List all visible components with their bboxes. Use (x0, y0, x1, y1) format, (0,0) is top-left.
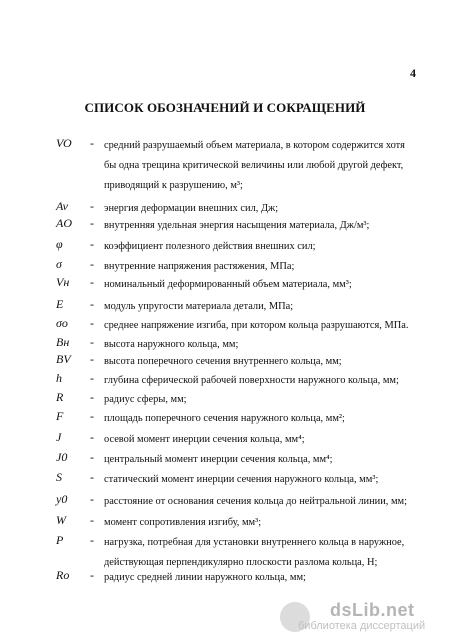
dash-separator: - (90, 275, 94, 289)
symbol-description (104, 297, 422, 317)
symbol: h (56, 371, 62, 385)
description-line: статический момент инерции сечения наружного кольца, мм³; (104, 474, 379, 485)
dash-separator: - (90, 470, 94, 484)
description-line: коэффициент полезного действия внешних сил; (104, 241, 316, 252)
symbol-description (104, 237, 422, 257)
dash-separator: - (90, 199, 94, 213)
dash-separator: - (90, 533, 94, 547)
dash-separator: - (90, 297, 94, 311)
description-line: площадь поперечного сечения наружного кольца, мм²; (104, 413, 345, 424)
description-line: средний разрушаемый объем материала, в котором содержится хотя (104, 140, 405, 151)
symbol: σo (56, 316, 68, 330)
description-line: осевой момент инерции сечения кольца, мм⁴; (104, 434, 305, 445)
symbol: J (56, 430, 62, 444)
description-line: радиус сферы, мм; (104, 394, 187, 405)
symbol-description (104, 533, 422, 573)
symbol-description (104, 390, 422, 410)
description-line: внутренняя удельная энергия насыщения материала, Дж/м³; (104, 220, 370, 231)
symbol-description (104, 136, 422, 196)
dash-separator: - (90, 430, 94, 444)
watermark-brand: dsLib.net (330, 600, 415, 620)
symbol-description (104, 450, 422, 470)
description-line: модуль упругости материала детали, МПа; (104, 301, 294, 312)
dash-separator: - (90, 513, 94, 527)
symbol: BV (56, 352, 71, 366)
symbol-description (104, 371, 422, 391)
dash-separator: - (90, 409, 94, 423)
dash-separator: - (90, 371, 94, 385)
symbol-description (104, 470, 422, 490)
description-line: нагрузка, потребная для установки внутреннего кольца в наружное, (104, 537, 405, 548)
description-line: высота наружного кольца, мм; (104, 339, 239, 350)
description-line: действующая перпендикулярно плоскости разлома кольца, Н; (104, 557, 378, 568)
description-line: глубина сферической рабочей поверхности наружного кольца, мм; (104, 375, 399, 386)
symbol-description (104, 275, 422, 295)
dash-separator: - (90, 568, 94, 582)
dash-separator: - (90, 237, 94, 251)
page-title: СПИСОК ОБОЗНАЧЕНИЙ И СОКРАЩЕНИЙ (84, 100, 366, 115)
dash-separator: - (90, 492, 94, 506)
description-line: расстояние от основания сечения кольца до нейтральной линии, мм; (104, 496, 408, 507)
symbol: W (56, 513, 66, 527)
symbol: y0 (56, 492, 68, 506)
dash-separator: - (90, 216, 94, 230)
dash-separator: - (90, 450, 94, 464)
dash-separator: - (90, 136, 94, 150)
symbol-description (104, 492, 422, 512)
symbol: P (56, 533, 64, 547)
dash-separator: - (90, 316, 94, 330)
symbol: AO (56, 216, 72, 230)
symbol: J0 (56, 450, 68, 464)
dash-separator: - (90, 257, 94, 271)
symbol: Av (56, 199, 68, 213)
symbol: Bн (56, 335, 70, 349)
description-line: энергия деформации внешних сил, Дж; (104, 203, 279, 214)
symbol-description (104, 430, 422, 450)
description-line: среднее напряжение изгиба, при котором кольца разрушаются, МПа. (104, 320, 409, 331)
symbol-description (104, 257, 422, 277)
watermark-subtitle: библиотека диссертаций (298, 620, 426, 632)
symbol: F (56, 409, 64, 423)
symbol-description (104, 409, 422, 429)
symbol-description (104, 513, 422, 533)
symbol: VO (56, 136, 72, 150)
symbol: E (56, 297, 64, 311)
symbol-description (104, 352, 422, 372)
symbol: Vн (56, 275, 70, 289)
symbol: φ (56, 237, 63, 251)
description-line: высота поперечного сечения внутреннего кольца, мм; (104, 356, 342, 367)
symbol-description (104, 568, 422, 588)
symbol: Rо (56, 568, 70, 582)
description-line: бы одна трещина критической величины или любой другой дефект, (104, 160, 404, 171)
description-line: внутренние напряжения растяжения, МПа; (104, 261, 295, 272)
dash-separator: - (90, 335, 94, 349)
symbol: S (56, 470, 62, 484)
watermark (272, 598, 450, 636)
symbol: σ (56, 257, 62, 271)
description-line: момент сопротивления изгибу, мм³; (104, 517, 262, 528)
symbol-description (104, 216, 422, 236)
symbol: R (56, 390, 64, 404)
description-line: приводящий к разрушению, м³; (104, 180, 243, 191)
symbol-description (104, 316, 422, 336)
description-line: радиус средней линии наружного кольца, мм; (104, 572, 306, 583)
dash-separator: - (90, 390, 94, 404)
description-line: номинальный деформированный объем материала, мм³; (104, 279, 352, 290)
page-number: 4 (410, 66, 416, 80)
dash-separator: - (90, 352, 94, 366)
description-line: центральный момент инерции сечения кольца, мм⁴; (104, 454, 333, 465)
